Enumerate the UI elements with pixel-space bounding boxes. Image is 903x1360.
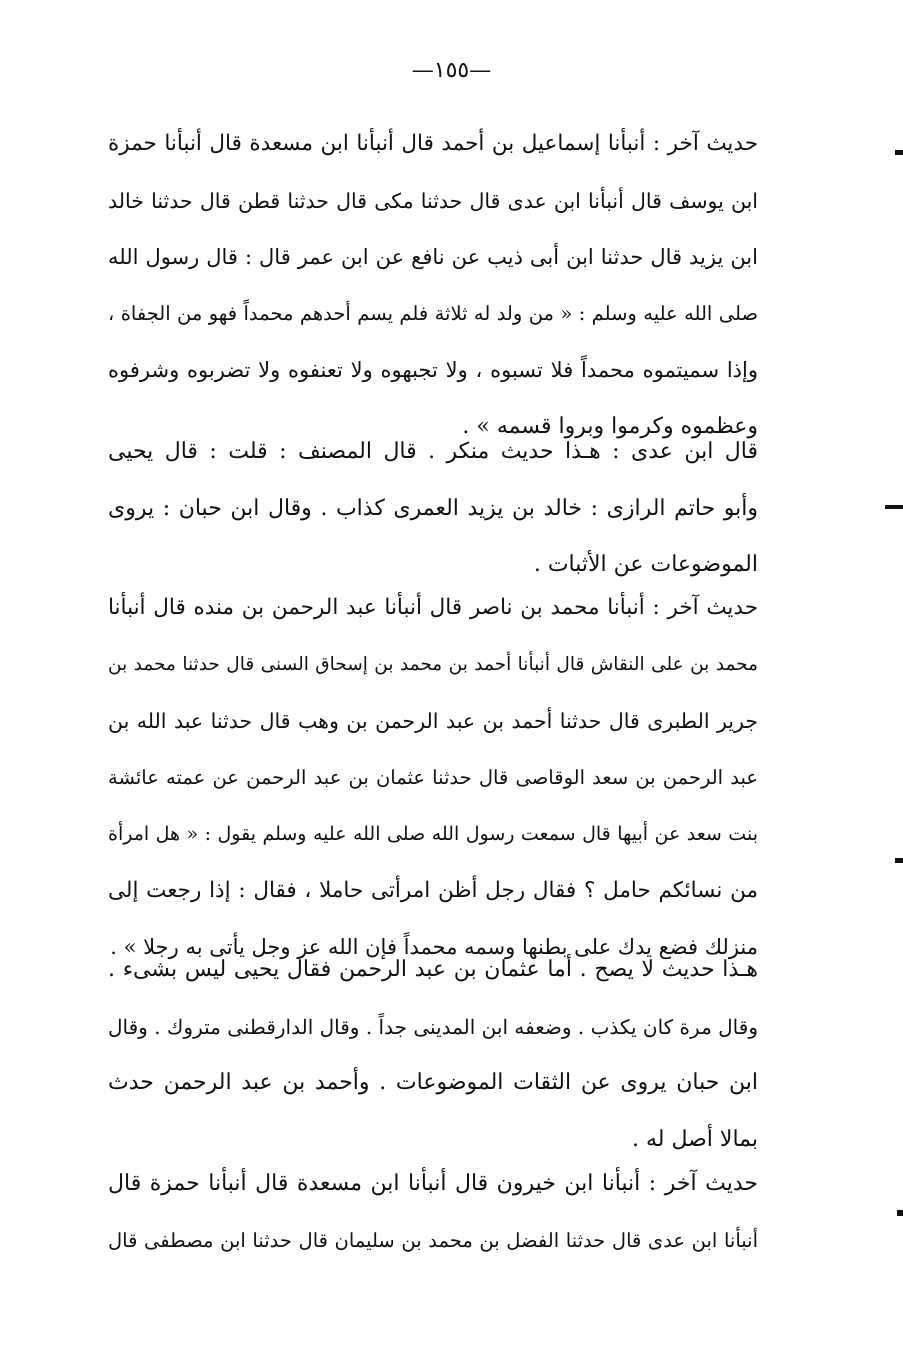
- text-line: وعظموه وكرموا وبروا قسمه » .: [462, 413, 758, 439]
- text-line: عبد الرحمن بن سعد الوقاصى قال حدثنا عثمان بن عبد الرحمن عن عمته عائشة: [108, 765, 758, 789]
- text-line: بنت سعد عن أبيها قال سمعت رسول الله صلى الله عليه وسلم يقول : « هل امرأة: [108, 823, 758, 845]
- text-line: حديث آخر : أنبأنا محمد بن ناصر قال أنبأنا عبد الرحمن بن منده قال أنبأنا: [108, 595, 758, 620]
- text-line: من نسائكم حامل ؟ فقال رجل أظن امرأتى حاملا ، فقال : إذا رجعت إلى: [108, 877, 758, 903]
- text-line: بمالا أصل له .: [631, 1126, 758, 1152]
- text-line: منزلك فضع يدك على بطنها وسمه محمداً فإن الله عز وجل يأتى به رجلا » .: [110, 935, 758, 959]
- text-line: وأبو حاتم الرازى : خالد بن يزيد العمرى كذاب . وقال ابن حبان : يروى: [108, 495, 758, 521]
- text-line: هـذا حديث لا يصح . أما عثمان بن عبد الرحمن فقال يحيى ليس بشىء .: [108, 957, 758, 982]
- text-line: أنبأنا ابن عدى قال حدثنا الفضل بن محمد بن سليمان قال حدثنا ابن مصطفى قال: [108, 1228, 758, 1252]
- text-line: صلى الله عليه وسلم : « من ولد له ثلاثة فلم يسم أحدهم محمداً فهو من الجفاة ،: [108, 301, 758, 325]
- paragraph-hadith-1: [108, 116, 758, 455]
- margin-mark: [895, 858, 903, 863]
- text-line: وإذا سميتموه محمداً فلا تسبوه ، ولا تجبهوه ولا تعنفوه ولا تضربوه وشرفوه: [108, 358, 758, 382]
- margin-mark: [895, 150, 903, 155]
- paragraph-hadith-2: [108, 580, 758, 976]
- text-line: جرير الطبرى قال حدثنا أحمد بن عبد الرحمن بن وهب قال حدثنا عبد الله بن: [108, 709, 758, 733]
- page-number: —١٥٥—: [411, 58, 492, 83]
- text-line: قال ابن عدى : هـذا حديث منكر . قال المصنف : قلت : قال يحيى: [108, 439, 758, 464]
- text-line: ابن يوسف قال أنبأنا ابن عدى قال حدثنا مكى قال حدثنا قطن قال حدثنا خالد: [108, 188, 758, 213]
- text-line: ابن يزيد قال حدثنا ابن أبى ذيب عن نافع عن ابن عمر قال : قال رسول الله: [108, 245, 758, 269]
- text-line: محمد بن على النقاش قال أنبأنا أحمد بن محمد بن إسحاق السنى قال حدثنا محمد بن: [108, 653, 758, 675]
- margin-mark: [885, 505, 903, 509]
- text-line: الموضوعات عن الأثبات .: [533, 552, 758, 577]
- text-line: حديث آخر : أنبأنا ابن خيرون قال أنبأنا ابن مسعدة قال أنبأنا حمزة قال: [108, 1171, 758, 1196]
- text-line: وقال مرة كان يكذب . وضعفه ابن المدينى جداً . وقال الدارقطنى متروك . وقال: [108, 1014, 758, 1039]
- margin-mark: [897, 1210, 903, 1216]
- paragraph-commentary-1: [108, 424, 758, 594]
- text-line: حديث آخر : أنبأنا إسماعيل بن أحمد قال أنبأنا ابن مسعدة قال أنبأنا حمزة: [108, 131, 758, 156]
- paragraph-hadith-3: [108, 1156, 758, 1269]
- paragraph-commentary-2: [108, 942, 758, 1168]
- text-line: ابن حبان يروى عن الثقات الموضوعات . وأحمد بن عبد الرحمن حدث: [108, 1070, 758, 1095]
